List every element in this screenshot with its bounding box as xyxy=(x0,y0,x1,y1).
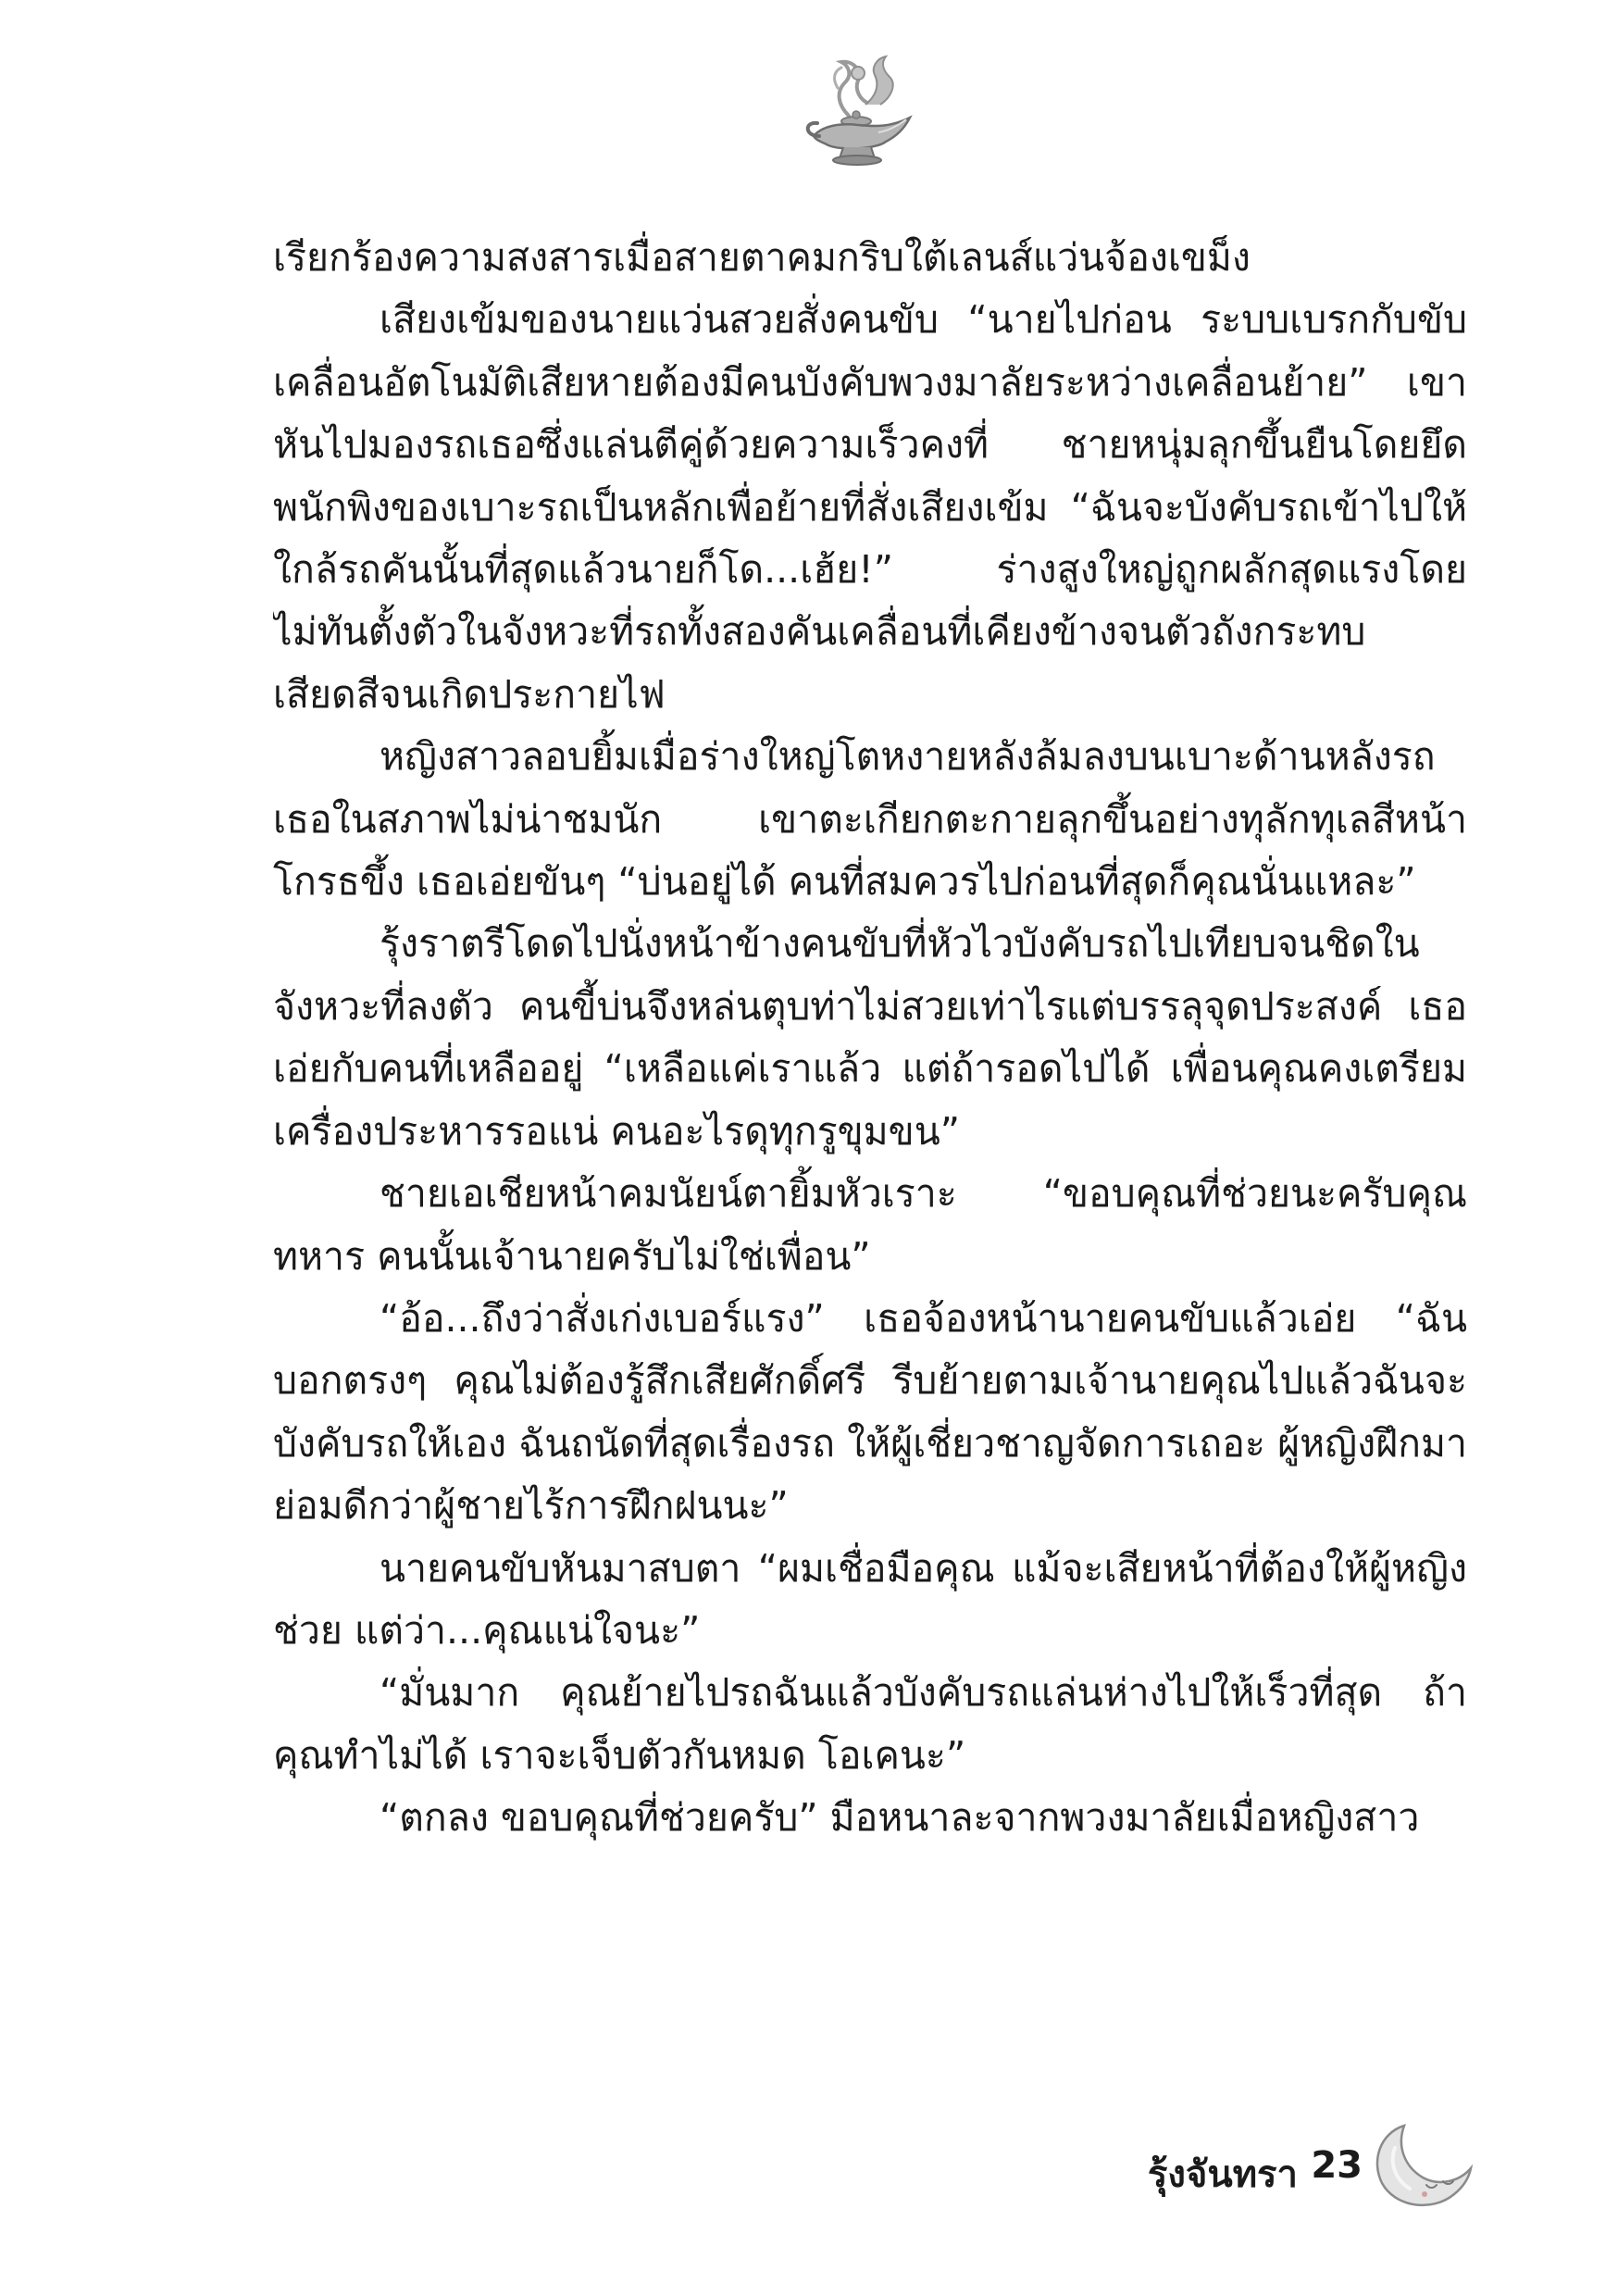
paragraph: เสียงเข้มของนายแว่นสวยสั่งคนขับ “นายไปก่อน ระบบเบรกกับขับเคลื่อนอัตโนมัติเสียหายต้องมีคนบังคับพวงมาลัยระหว่างเคลื่อนย้าย” เขาหันไปมองรถเธอซึ่งแล่นตีคู่ด้วยความเร็วคงที่ ชายหนุ่มลุกขึ้นยืนโดยยึดพนักพิงของเบาะรถเป็นหลักเพื่อย้ายที่สั่งเสียงเข้ม “ฉันจะบังคับรถเข้าไปให้ใกล้รถคันนั้นที่สุดแล้วนายก็โด...เฮ้ย!” ร่างสูงใหญ่ถูกผลักสุดแรงโดยไม่ทันตั้งตัวในจังหวะที่รถทั้งสองคันเคลื่อนที่เคียงข้างจนตัวถังกระทบเสียดสีจนเกิดประกายไฟ xyxy=(273,297,1467,717)
crescent-moon-icon xyxy=(1367,2120,1474,2213)
paragraph: “มั่นมาก คุณย้ายไปรถฉันแล้วบังคับรถแล่นห่างไปให้เร็วที่สุด ถ้าคุณทำไม่ได้ เราจะเจ็บตัวกันหมด โอเคนะ” xyxy=(273,1670,1467,1778)
paragraph: “อ้อ...ถึงว่าสั่งเก่งเบอร์แรง” เธอจ้องหน้านายคนขับแล้วเอ่ย “ฉันบอกตรงๆ คุณไม่ต้องรู้สึกเสียศักดิ์ศรี รีบย้ายตามเจ้านายคุณไปแล้วฉันจะบังคับรถให้เอง ฉันถนัดที่สุดเรื่องรถ ให้ผู้เชี่ยวชาญจัดการเถอะ ผู้หญิงฝึกมาย่อมดีกว่าผู้ชายไร้การฝึกฝนนะ” xyxy=(273,1295,1467,1529)
book-title: รุ้งจันทรา xyxy=(1147,2153,1298,2196)
paragraph: ชายเอเชียหน้าคมนัยน์ตายิ้มหัวเราะ “ขอบคุณที่ช่วยนะครับคุณทหาร คนนั้นเจ้านายครับไม่ใช่เพื่อน” xyxy=(273,1171,1467,1279)
genie-lamp-icon xyxy=(801,51,921,176)
paragraph: เรียกร้องความสงสารเมื่อสายตาคมกริบใต้เลนส์แว่นจ้องเขม็ง xyxy=(273,235,1251,280)
paragraph: “ตกลง ขอบคุณที่ช่วยครับ” มือหนาละจากพวงมาลัยเมื่อหญิงสาว xyxy=(380,1795,1420,1841)
page-number: 23 xyxy=(1311,2144,1363,2187)
paragraph: รุ้งราตรีโดดไปนั่งหน้าข้างคนขับที่หัวไวบังคับรถไปเทียบจนชิดในจังหวะที่ลงตัว คนขี้บ่นจึงหล่นตุบท่าไม่สวยเท่าไรแต่บรรลุจุดประสงค์ เธอเอ่ยกับคนที่เหลืออยู่ “เหลือแค่เราแล้ว แต่ถ้ารอดไปได้ เพื่อนคุณคงเตรียมเครื่องประหารรอแน่ คนอะไรดุทุกรูขุมขน” xyxy=(273,921,1467,1154)
paragraph: หญิงสาวลอบยิ้มเมื่อร่างใหญ่โตหงายหลังล้มลงบนเบาะด้านหลังรถเธอในสภาพไม่น่าชมนัก เขาตะเกียกตะกายลุกขึ้นอย่างทุลักทุเลสีหน้าโกรธขึ้ง เธอเอ่ยขันๆ “บ่นอยู่ได้ คนที่สมควรไปก่อนที่สุดก็คุณนั่นแหละ” xyxy=(273,734,1467,905)
page-footer xyxy=(1092,2120,1481,2222)
story-text xyxy=(273,227,1467,2088)
paragraph: นายคนขับหันมาสบตา “ผมเชื่อมือคุณ แม้จะเสียหน้าที่ต้องให้ผู้หญิงช่วย แต่ว่า...คุณแน่ใจนะ” xyxy=(273,1545,1467,1653)
